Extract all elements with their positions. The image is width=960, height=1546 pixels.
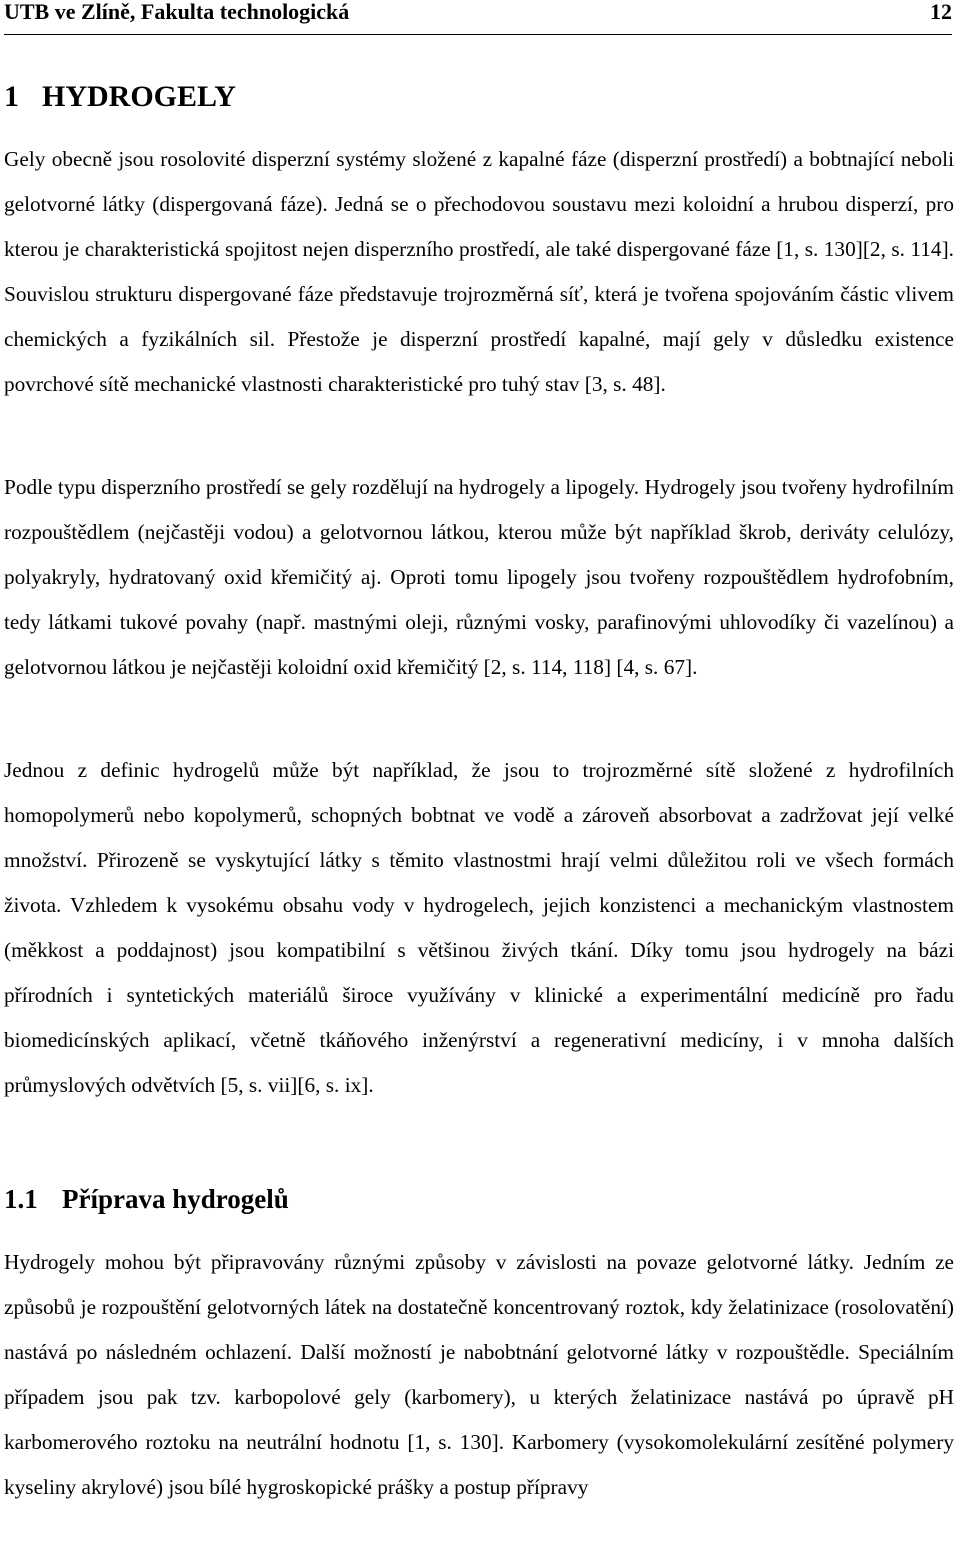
page-number: 12 [930,0,952,24]
chapter-title: HYDROGELY [42,80,236,113]
section-paragraph: Hydrogely mohou být připravovány různými způsoby v závislosti na povaze gelotvorné látky. Jedním ze způsobů je rozpouštění gelotvorných látek na dostatečně koncentrovaný roztok, kdy želatinizace (rosolovatění) nastává po následném ochlazení. Další možností je nabobtnání gelotvorné látky v rozpouštědle. Speciálním případem jsou pak tzv. karbopolové gely (karbomery), u kterých želatinizace nastává po úpravě pH karbomerového roztoku na neutrální hodnotu [1, s. 130]. Karbomery (vysokomolekulární zesítěné polymery kyseliny akrylové) jsou bílé hygroskopické prášky a postup přípravy [4,1250,954,1499]
running-header [4,0,952,35]
body-paragraph: Podle typu disperzního prostředí se gely rozdělují na hydrogely a lipogely. Hydrogely jsou tvořeny hydrofilním rozpouštědlem (nejčastěji vodou) a gelotvornou látkou, kterou může být například škrob, deriváty celulózy, polyakryly, hydratovaný oxid křemičitý aj. Oproti tomu lipogely jsou tvořeny rozpouštědlem hydrofobním, tedy látkami tukové povahy (např. mastnými oleji, různými vosky, parafinovými uhlovodíky či vazelínou) a gelotvornou látkou je nejčastěji koloidní oxid křemičitý [2, s. 114, 118] [4, s. 67]. [4,475,954,679]
body-paragraph: Jednou z definic hydrogelů může být například, že jsou to trojrozměrné sítě složené z hydrofilních homopolymerů nebo kopolymerů, schopných bobtnat ve vodě a zároveň absorbovat a zadržovat její velké množství. Přirozeně se vyskytující látky s těmito vlastnostmi hrají velmi důležitou roli ve všech formách života. Vzhledem k vysokému obsahu vody v hydrogelech, jejich konzistenci a mechanickým vlastnostem (měkkost a poddajnost) jsou kompatibilní s většinou živých tkání. Díky tomu jsou hydrogely na bázi přírodních i syntetických materiálů široce využívány v klinické a experimentální medicíně pro řadu biomedicínských aplikací, včetně tkáňového inženýrství a regenerativní medicíny, i v mnoha dalších průmyslových odvětvích [5, s. vii][6, s. ix]. [4,758,954,1097]
section-title: Příprava hydrogelů [62,1184,289,1214]
section-number: 1.1 [4,1184,38,1214]
chapter-heading [4,80,236,114]
header-title: UTB ve Zlíně, Fakulta technologická [4,0,350,24]
body-paragraph: Gely obecně jsou rosolovité disperzní systémy složené z kapalné fáze (disperzní prostředí) a bobtnající neboli gelotvorné látky (dispergovaná fáze). Jedná se o přechodovou soustavu mezi koloidní a hrubou disperzí, pro kterou je charakteristická spojitost nejen disperzního prostředí, ale také dispergované fáze [1, s. 130][2, s. 114]. Souvislou strukturu dispergované fáze představuje trojrozměrná síť, která je tvořena spojováním částic vlivem chemických a fyzikálních sil. Přestože je disperzní prostředí kapalné, mají gely v důsledku existence povrchové sítě mechanické vlastnosti charakteristické pro tuhý stav [3, s. 48]. [4,147,954,396]
chapter-number: 1 [4,80,19,113]
section-heading [4,1183,289,1215]
